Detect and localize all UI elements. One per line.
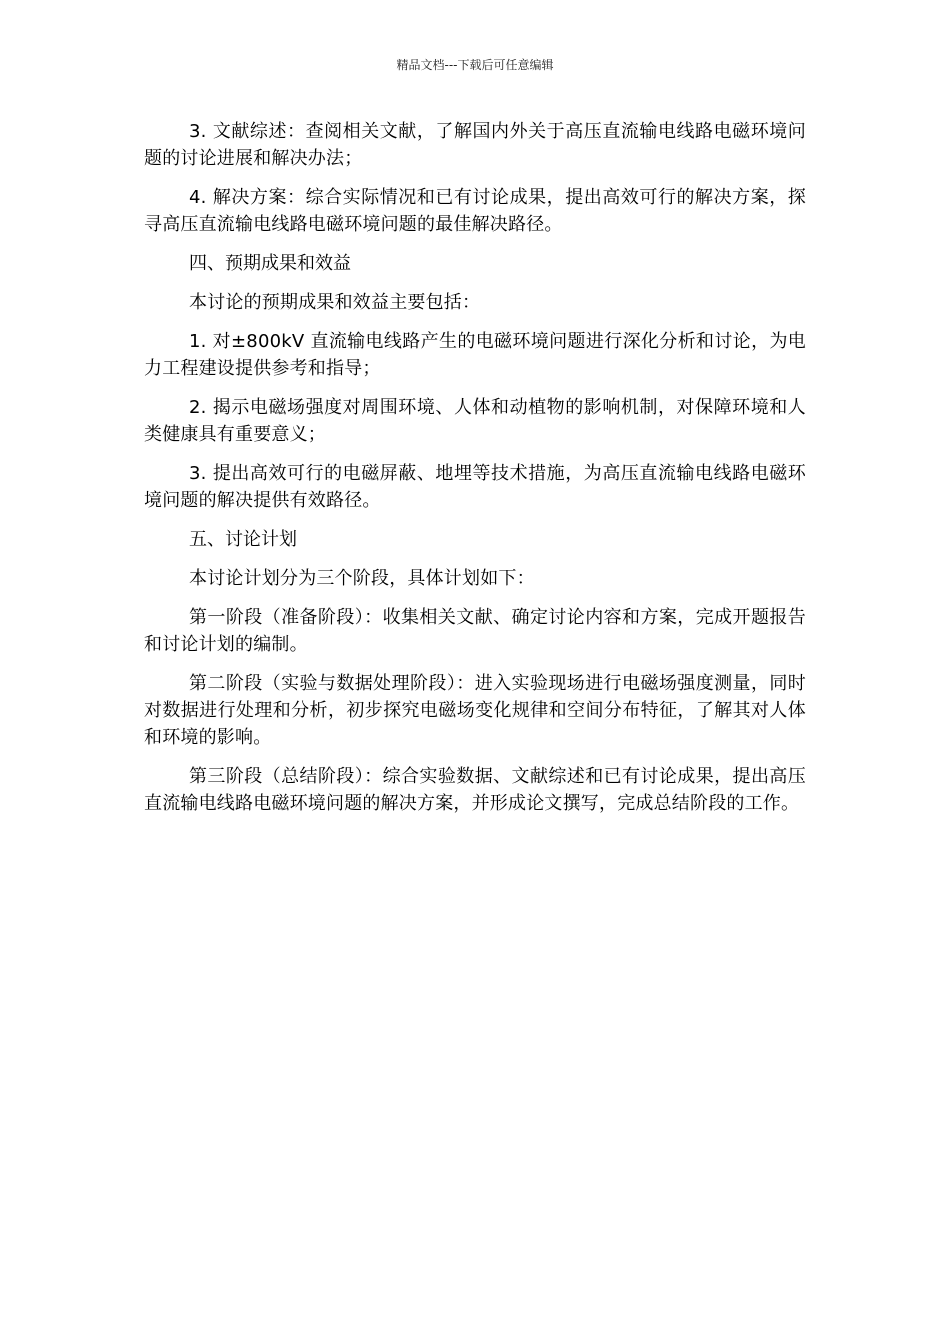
document-body bbox=[144, 118, 806, 829]
paragraph-results-intro: 本讨论的预期成果和效益主要包括： bbox=[189, 292, 481, 313]
paragraph-result-1: 1. 对±800kV 直流输电线路产生的电磁环境问题进行深化分析和讨论，为电力工程建设提供参考和指导； bbox=[144, 331, 806, 379]
paragraph-stage-3: 第三阶段（总结阶段）：综合实验数据、文献综述和已有讨论成果，提出高压直流输电线路电磁环境问题的解决方案，并形成论文撰写，完成总结阶段的工作。 bbox=[144, 766, 806, 814]
paragraph-plan-intro: 本讨论计划分为三个阶段，具体计划如下： bbox=[189, 568, 535, 589]
paragraph-stage-1: 第一阶段（准备阶段）：收集相关文献、确定讨论内容和方案，完成开题报告和讨论计划的编制。 bbox=[144, 607, 806, 655]
page-header: 精品文档---下载后可任意编辑 bbox=[396, 58, 554, 72]
paragraph-literature-review: 3. 文献综述：查阅相关文献，了解国内外关于高压直流输电线路电磁环境问题的讨论进展和解决办法； bbox=[144, 121, 806, 169]
section-heading-plan: 五、讨论计划 bbox=[189, 529, 297, 550]
paragraph-result-2: 2. 揭示电磁场强度对周围环境、人体和动植物的影响机制，对保障环境和人类健康具有重要意义； bbox=[144, 397, 806, 445]
paragraph-solution: 4. 解决方案：综合实际情况和已有讨论成果，提出高效可行的解决方案，探寻高压直流输电线路电磁环境问题的最佳解决路径。 bbox=[144, 187, 806, 235]
section-heading-expected-results: 四、预期成果和效益 bbox=[189, 253, 351, 274]
paragraph-result-3: 3. 提出高效可行的电磁屏蔽、地埋等技术措施，为高压直流输电线路电磁环境问题的解决提供有效路径。 bbox=[144, 463, 806, 511]
paragraph-stage-2: 第二阶段（实验与数据处理阶段）：进入实验现场进行电磁场强度测量，同时对数据进行处理和分析，初步探究电磁场变化规律和空间分布特征，了解其对人体和环境的影响。 bbox=[144, 673, 806, 748]
